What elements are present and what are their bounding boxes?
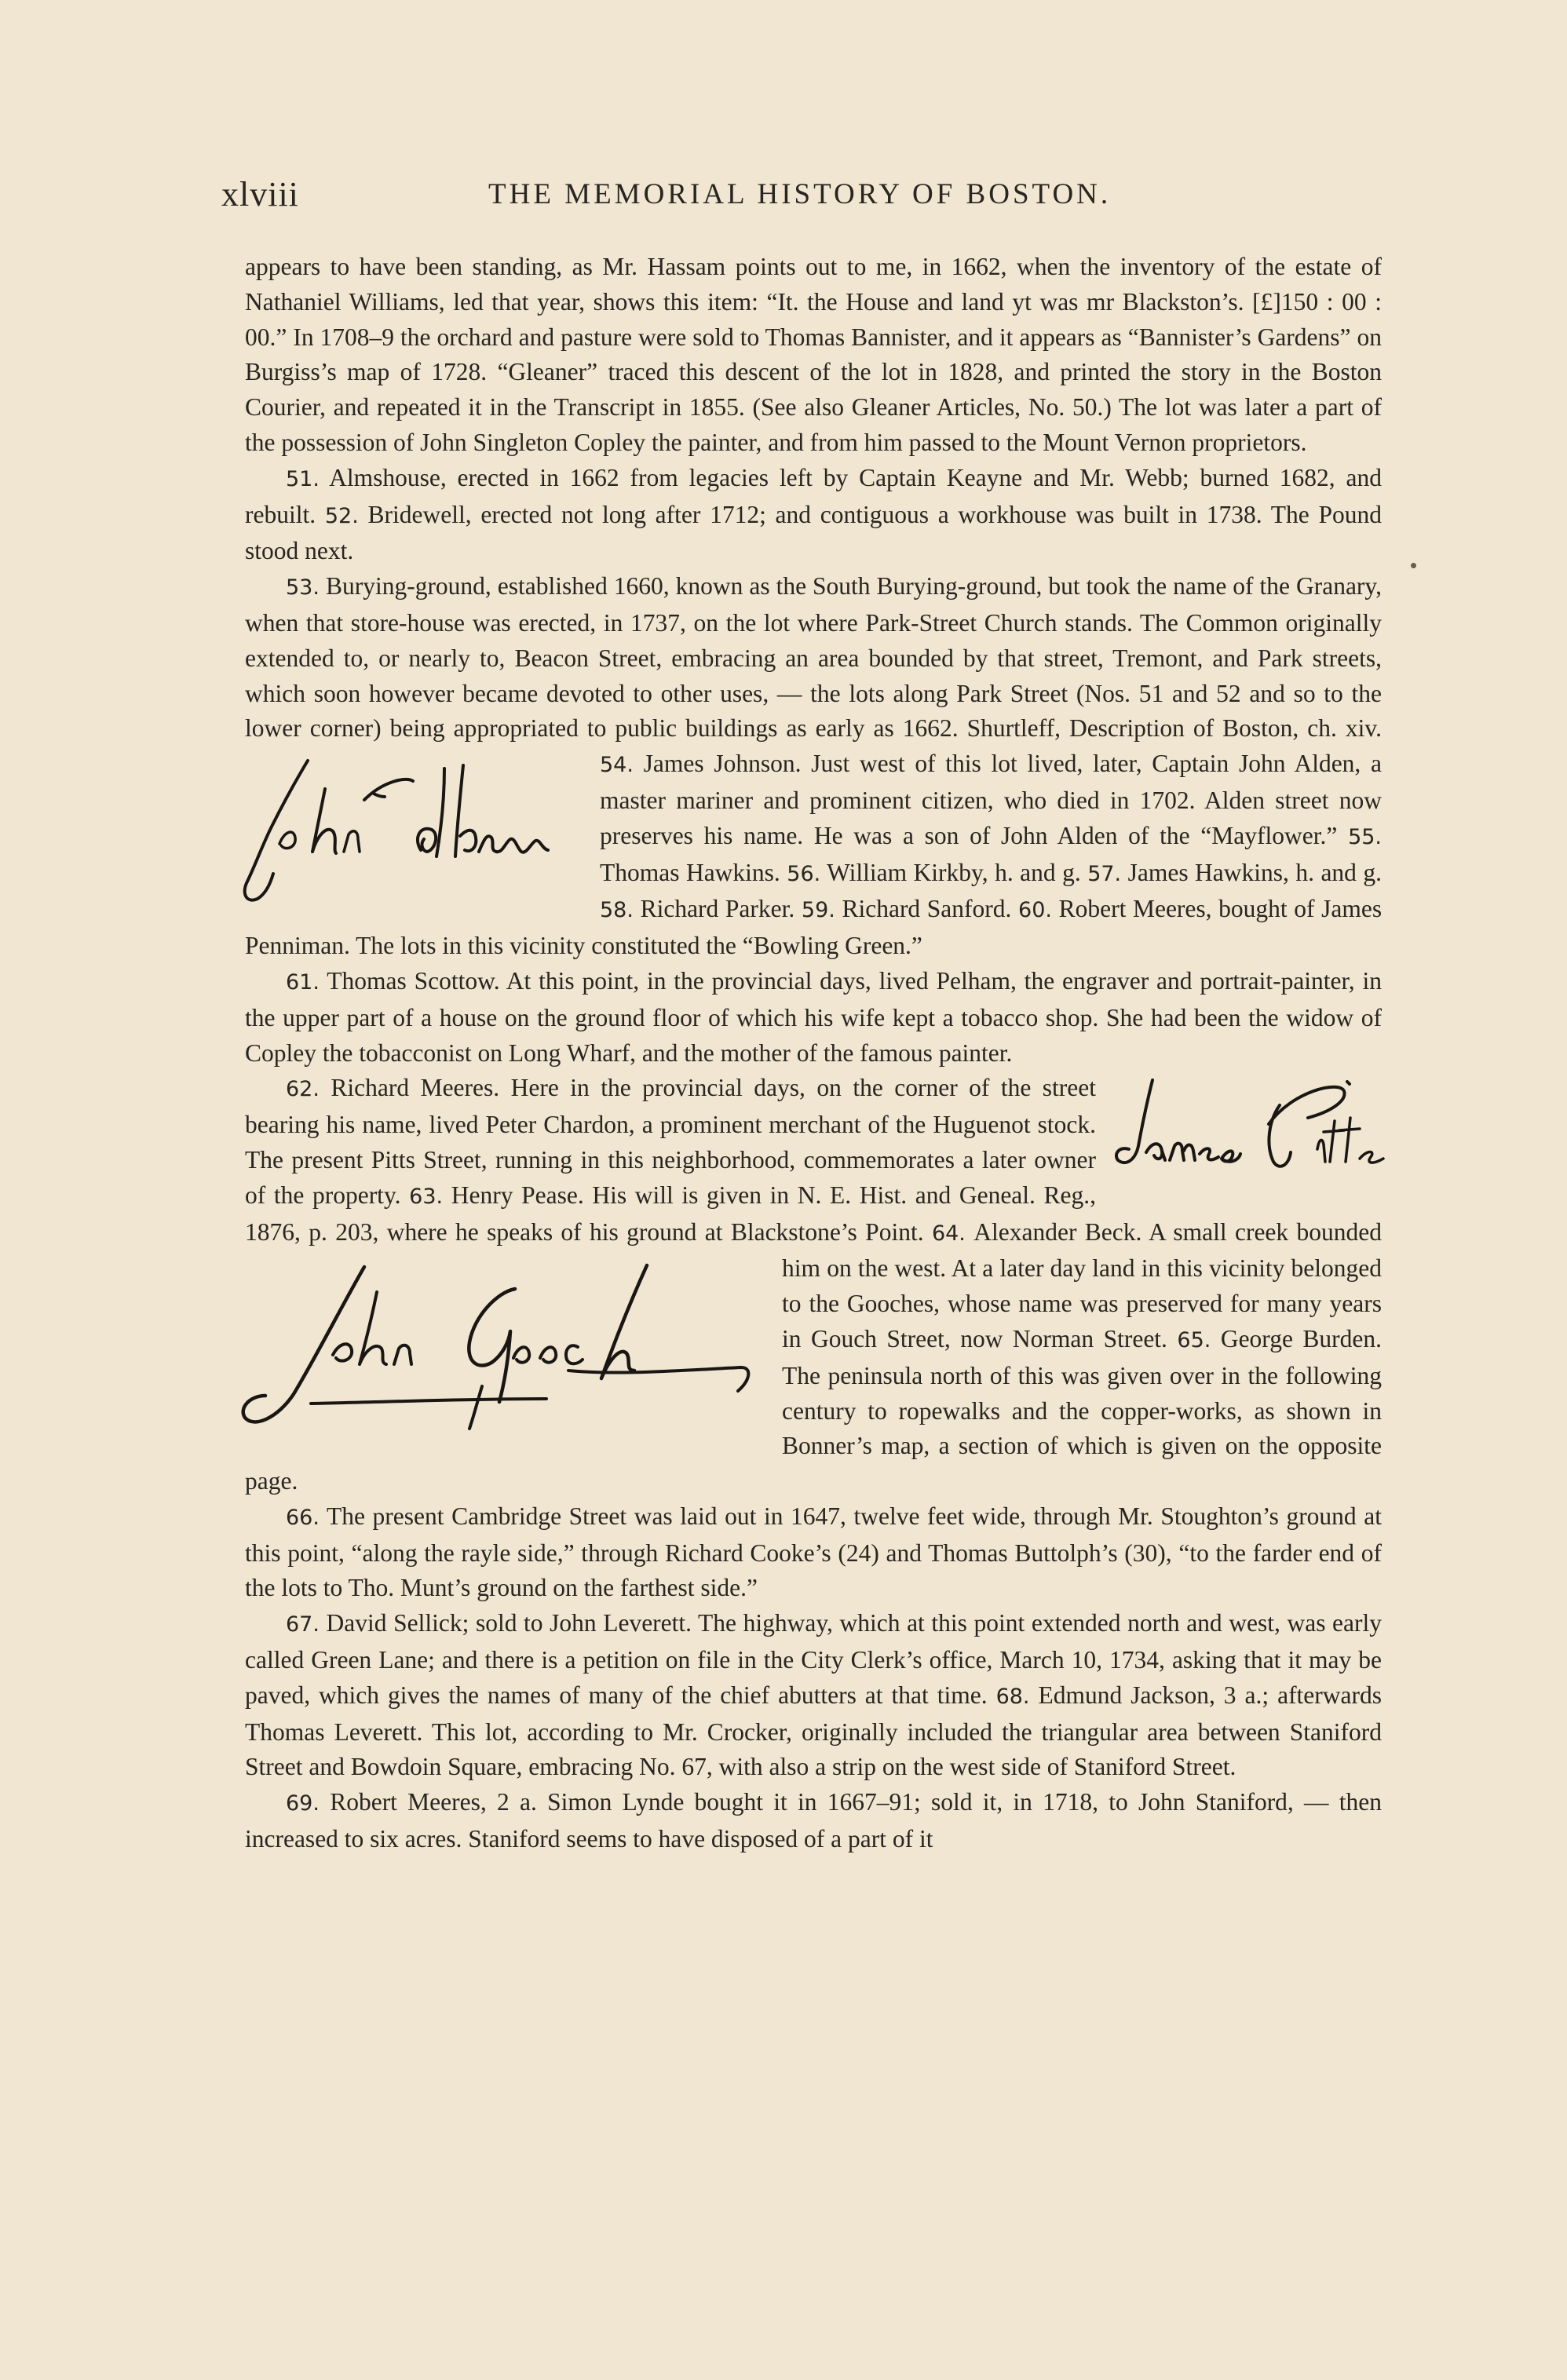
folio: xlviii (221, 175, 299, 214)
page-header (221, 174, 1383, 221)
item-number: 64. (931, 1221, 966, 1246)
item-number: 57. (1087, 861, 1122, 886)
item-number: 53. (286, 575, 320, 600)
item-number: 51. (286, 466, 320, 491)
paragraph-67: 67. David Sellick; sold to John Leverett. The highway, which at this point extended north and west, was early called Green Lane; and there is a petition on file in the City Clerk’s office, March 10, 1734, asking that it may be paved, which gives the names of many of the chief abutters at that time. 68. Edmund Jackson, 3 a.; afterwards Thomas Leverett. This lot, according to Mr. Crocker, originally included the triangular area between Staniford Street and Bowdoin Square, embracing No. 67, with also a strip on the west side of Staniford Street. (245, 1609, 1383, 1781)
item-number: 69. (286, 1791, 320, 1816)
item-number: 58. (600, 898, 634, 923)
running-title: THE MEMORIAL HISTORY OF BOSTON. (488, 178, 1112, 210)
item-number: 55. (1348, 824, 1383, 849)
item-number: 67. (286, 1612, 320, 1637)
paragraph-61: 61. Thomas Scottow. At this point, in the provincial days, lived Pelham, the engraver and portrait-painter, in the upper part of a house on the ground floor of which his wife kept a tobacco shop. She had been the widow of Copley the tobacconist on Long Wharf, and the mother of the famous painter. (245, 966, 1382, 1067)
item-number: 54. (600, 753, 634, 778)
ink-speck (1411, 563, 1416, 568)
item-number: 68. (995, 1684, 1030, 1709)
paragraph-69: 69. Robert Meeres, 2 a. Simon Lynde bought it in 1667–91; sold it, in 1718, to John Staniford, — then increased to six acres. Staniford seems to have disposed of a part of it (245, 1788, 1383, 1853)
body-text (245, 250, 1382, 1857)
item-number: 61. (286, 969, 320, 995)
item-number: 65. (1177, 1327, 1211, 1352)
paragraph-51: 51. Almshouse, erected in 1662 from legacies left by Captain Keayne and Mr. Webb; burned 1682, and rebuilt. 52. Bridewell, erected not long after 1712; and contiguous a workhouse was built in 1738. The Pound stood next. (245, 463, 1383, 565)
item-number: 66. (286, 1505, 320, 1530)
signature-james-pitts (1112, 1074, 1388, 1184)
paragraph-66: 66. The present Cambridge Street was laid out in 1647, twelve feet wide, through Mr. Stoughton’s ground at this point, “along the rayle side,” through Richard Cooke’s (24) and Thomas Buttolph’s (30), “to the farder end of the lots to Tho. Munt’s ground on the farthest side.” (245, 1502, 1382, 1602)
paragraph-53: 53. Burying-ground, established 1660, known as the South Burying-ground, but took the name of the Granary, when that store-house was erected, in 1737, on the lot where Park-Street Church stands. The Common originally extended to, or nearly to, Beacon Street, embracing an area bounded by that street, Tremont, and Park streets, which soon however became devoted to other uses, — the lots along Park Street (Nos. 51 and 52 and so to the lower corner) being appropriated to public buildings as early as 1662. Shurtleff, Description of Boston, ch. xiv. 54. James Johnson. Just west of this lot lived, later, Captain John Alden, a master mariner and prominent citizen, who died in 1702. Alden street now preserves his name. He was a son of John Alden of the “Mayflower.” 55. Thomas Hawkins. 56. William Kirkby, h. and g. 57. James Hawkins, h. and g. 58. Richard Parker. 59. Richard Sanford. 60. Robert Meeres, bought of James Penniman. The lots in this vicinity constituted the “Bowling Green.” (245, 569, 1382, 964)
item-number: 52. (324, 503, 359, 528)
paragraph-62: 62. Richard Meeres. Here in the provincial days, on the corner of the street bearing his name, lived Peter Chardon, a prominent merchant of the Huguenot stock. The present Pitts Street, running in this neighborhood, commemorates a later owner of the property. 63. Henry Pease. His will is given in N. E. Hist. and Geneal. Reg., 1876, p. 203, where he speaks of his ground at Blackstone’s Point. 64. Alexander Beck. A small creek bounded him on the west. At a later day land in this vicinity belonged to the Gooches, whose name was preserved for many years in Gouch Street, now Norman Street. 65. George Burden. The peninsula north of this was given over in the following century to ropewalks and the copper-works, as shown in Bonner’s map, a section of which is given on the opposite page. (245, 1071, 1382, 1499)
item-number: 63. (409, 1184, 444, 1209)
item-number: 60. (1018, 898, 1052, 923)
item-number: 56. (787, 861, 821, 886)
item-number: 59. (801, 898, 835, 923)
signature-john-gooch (239, 1261, 758, 1435)
paragraph-continuation: appears to have been standing, as Mr. Hassam points out to me, in 1662, when the inventory of the estate of Nathaniel Williams, led that year, shows this item: “It. the House and land yt was mr Blackston’s. [£]150 : 00 : 00.” In 1708–9 the orchard and pasture were sold to Thomas Bannister, and it appears as “Bannister’s Gardens” on Burgiss’s map of 1728. “Gleaner” traced this descent of the lot in 1828, and printed the story in the Boston Courier, and repeated it in the Transcript in 1855. (See also Gleaner Articles, No. 50.) The lot was later a part of the possession of John Singleton Copley the painter, and from him passed to the Mount Vernon proprietors. (245, 253, 1382, 456)
signature-john-alden (239, 750, 578, 928)
item-number: 62. (286, 1077, 320, 1102)
